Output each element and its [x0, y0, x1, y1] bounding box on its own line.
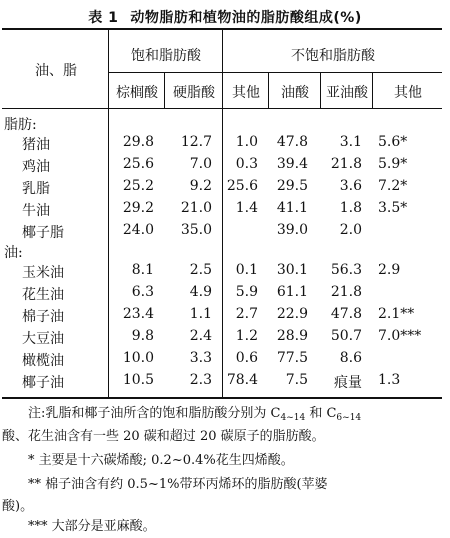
note-line-2: 酸、花生油含有一些 20 碳和超过 20 碳原子的脂肪酸。	[2, 429, 325, 444]
vrule-col5	[372, 73, 373, 108]
cell-sat-other: 0.1	[235, 262, 258, 278]
cell-stearic: 7.0	[189, 156, 212, 172]
cell-linoleic: 47.8	[330, 306, 362, 322]
note-subscript: 4~14	[280, 413, 306, 423]
col-header-stearic: 硬脂酸	[173, 85, 215, 101]
cell-palmitic: 24.0	[122, 222, 154, 238]
table-number: 表 1	[88, 10, 119, 26]
cell-linoleic: 1.8	[339, 200, 362, 216]
cell-unsat-other: 7.2*	[378, 178, 408, 194]
cell-unsat-other: 2.1**	[378, 306, 415, 322]
cell-oleic: 39.0	[276, 222, 308, 238]
cell-palmitic: 10.0	[122, 350, 154, 366]
table-row	[0, 262, 450, 284]
cell-linoleic: 50.7	[330, 328, 362, 344]
cell-oleic: 30.1	[276, 262, 308, 278]
table-caption: 动物脂肪和植物油的脂肪酸组成(%)	[130, 10, 362, 26]
footnote-star1: * 主要是十六碳烯酸; 0.2~0.4%花生四烯酸。	[28, 453, 294, 468]
cell-stearic: 35.0	[180, 222, 212, 238]
header-sub-rule	[108, 72, 442, 73]
table-row	[0, 134, 450, 156]
footnote-star3: *** 大部分是亚麻酸。	[28, 519, 156, 534]
cell-stearic: 21.0	[180, 200, 212, 216]
group-unsaturated-label: 不饱和脂肪酸	[291, 48, 375, 64]
cell-oleic: 22.9	[276, 306, 308, 322]
table-row	[0, 156, 450, 178]
cell-linoleic: 21.8	[330, 156, 362, 172]
row-name: 猪油	[22, 137, 50, 153]
row-name: 牛油	[22, 203, 50, 219]
table-row	[0, 178, 450, 200]
col-header-unsat-other: 其他	[394, 85, 422, 101]
cell-stearic: 1.1	[189, 306, 212, 322]
cell-palmitic: 23.4	[122, 306, 154, 322]
row-name: 大豆油	[22, 331, 64, 347]
col-header-linoleic: 亚油酸	[326, 85, 368, 101]
table-row	[0, 350, 450, 372]
cell-unsat-other: 2.9	[378, 262, 401, 278]
row-name: 鸡油	[22, 159, 50, 175]
row-name: 乳脂	[22, 181, 50, 197]
cell-stearic: 2.5	[189, 262, 212, 278]
cell-unsat-other: 7.0***	[378, 328, 422, 344]
cell-palmitic: 8.1	[131, 262, 154, 278]
row-name: 玉米油	[22, 265, 64, 281]
cell-stearic: 9.2	[189, 178, 212, 194]
cell-linoleic: 2.0	[339, 222, 362, 238]
cell-palmitic: 10.5	[122, 372, 154, 388]
cell-oleic: 41.1	[276, 200, 308, 216]
cell-unsat-other: 1.3	[378, 372, 401, 388]
cell-linoleic: 3.6	[339, 178, 362, 194]
row-name: 橄榄油	[22, 353, 64, 369]
cell-palmitic: 25.6	[122, 156, 154, 172]
cell-sat-other: 1.2	[235, 328, 258, 344]
cell-linoleic: 痕量	[334, 375, 362, 391]
cell-linoleic: 3.1	[339, 134, 362, 150]
cell-stearic: 2.4	[189, 328, 212, 344]
row-name: 椰子油	[22, 375, 64, 391]
cell-palmitic: 9.8	[131, 328, 154, 344]
cell-oleic: 29.5	[276, 178, 308, 194]
footnote-star2: ** 棉子油含有约 0.5~1%带环丙烯环的脂肪酸(苹婆	[28, 477, 328, 492]
row-name: 花生油	[22, 287, 64, 303]
cell-sat-other: 1.0	[235, 134, 258, 150]
cell-palmitic: 29.8	[122, 134, 154, 150]
table-row	[0, 372, 450, 394]
cell-sat-other: 1.4	[235, 200, 258, 216]
cell-sat-other: 5.9	[235, 284, 258, 300]
note-text: 注:乳脂和椰子油所含的饱和脂肪酸分别为 C	[28, 406, 281, 421]
cell-oleic: 39.4	[276, 156, 308, 172]
table-row	[0, 306, 450, 328]
cell-unsat-other: 5.9*	[378, 156, 408, 172]
cell-stearic: 2.3	[189, 372, 212, 388]
table-row	[0, 328, 450, 350]
cell-stearic: 3.3	[189, 350, 212, 366]
cell-stearic: 12.7	[180, 134, 212, 150]
table-row	[0, 284, 450, 306]
row-name: 椰子脂	[22, 225, 64, 241]
cell-sat-other: 25.6	[226, 178, 258, 194]
row-name: 棉子油	[22, 309, 64, 325]
col-header-oleic: 油酸	[281, 85, 309, 101]
cell-oleic: 77.5	[276, 350, 308, 366]
group-label-fats: 脂肪:	[4, 117, 37, 133]
note-text: 和 C	[305, 406, 337, 421]
bottom-rule	[2, 397, 442, 399]
table-row	[0, 200, 450, 222]
cell-oleic: 7.5	[285, 372, 308, 388]
cell-sat-other: 2.7	[235, 306, 258, 322]
row-header-label: 油、脂	[35, 63, 77, 79]
table-title	[0, 7, 450, 27]
table-row	[0, 222, 450, 244]
col-header-palmitic: 棕榈酸	[116, 85, 158, 101]
cell-palmitic: 29.2	[122, 200, 154, 216]
group-saturated-label: 饱和脂肪酸	[131, 48, 201, 64]
vrule-col4	[320, 73, 321, 108]
cell-stearic: 4.9	[189, 284, 212, 300]
cell-unsat-other: 3.5*	[378, 200, 408, 216]
vrule-col3	[268, 73, 269, 108]
cell-oleic: 61.1	[276, 284, 308, 300]
footnote-star2-cont: 酸)。	[2, 499, 34, 514]
cell-sat-other: 78.4	[226, 372, 258, 388]
note-subscript: 6~14	[336, 413, 362, 423]
cell-sat-other: 0.6	[235, 350, 258, 366]
vrule-col1	[164, 73, 165, 108]
cell-linoleic: 56.3	[330, 262, 362, 278]
cell-palmitic: 6.3	[131, 284, 154, 300]
col-header-sat-other: 其他	[232, 85, 260, 101]
cell-unsat-other: 5.6*	[378, 134, 408, 150]
cell-palmitic: 25.2	[122, 178, 154, 194]
cell-linoleic: 21.8	[330, 284, 362, 300]
cell-oleic: 28.9	[276, 328, 308, 344]
cell-sat-other: 0.3	[235, 156, 258, 172]
group-label-oils: 油:	[4, 245, 23, 261]
cell-linoleic: 8.6	[339, 350, 362, 366]
cell-oleic: 47.8	[276, 134, 308, 150]
